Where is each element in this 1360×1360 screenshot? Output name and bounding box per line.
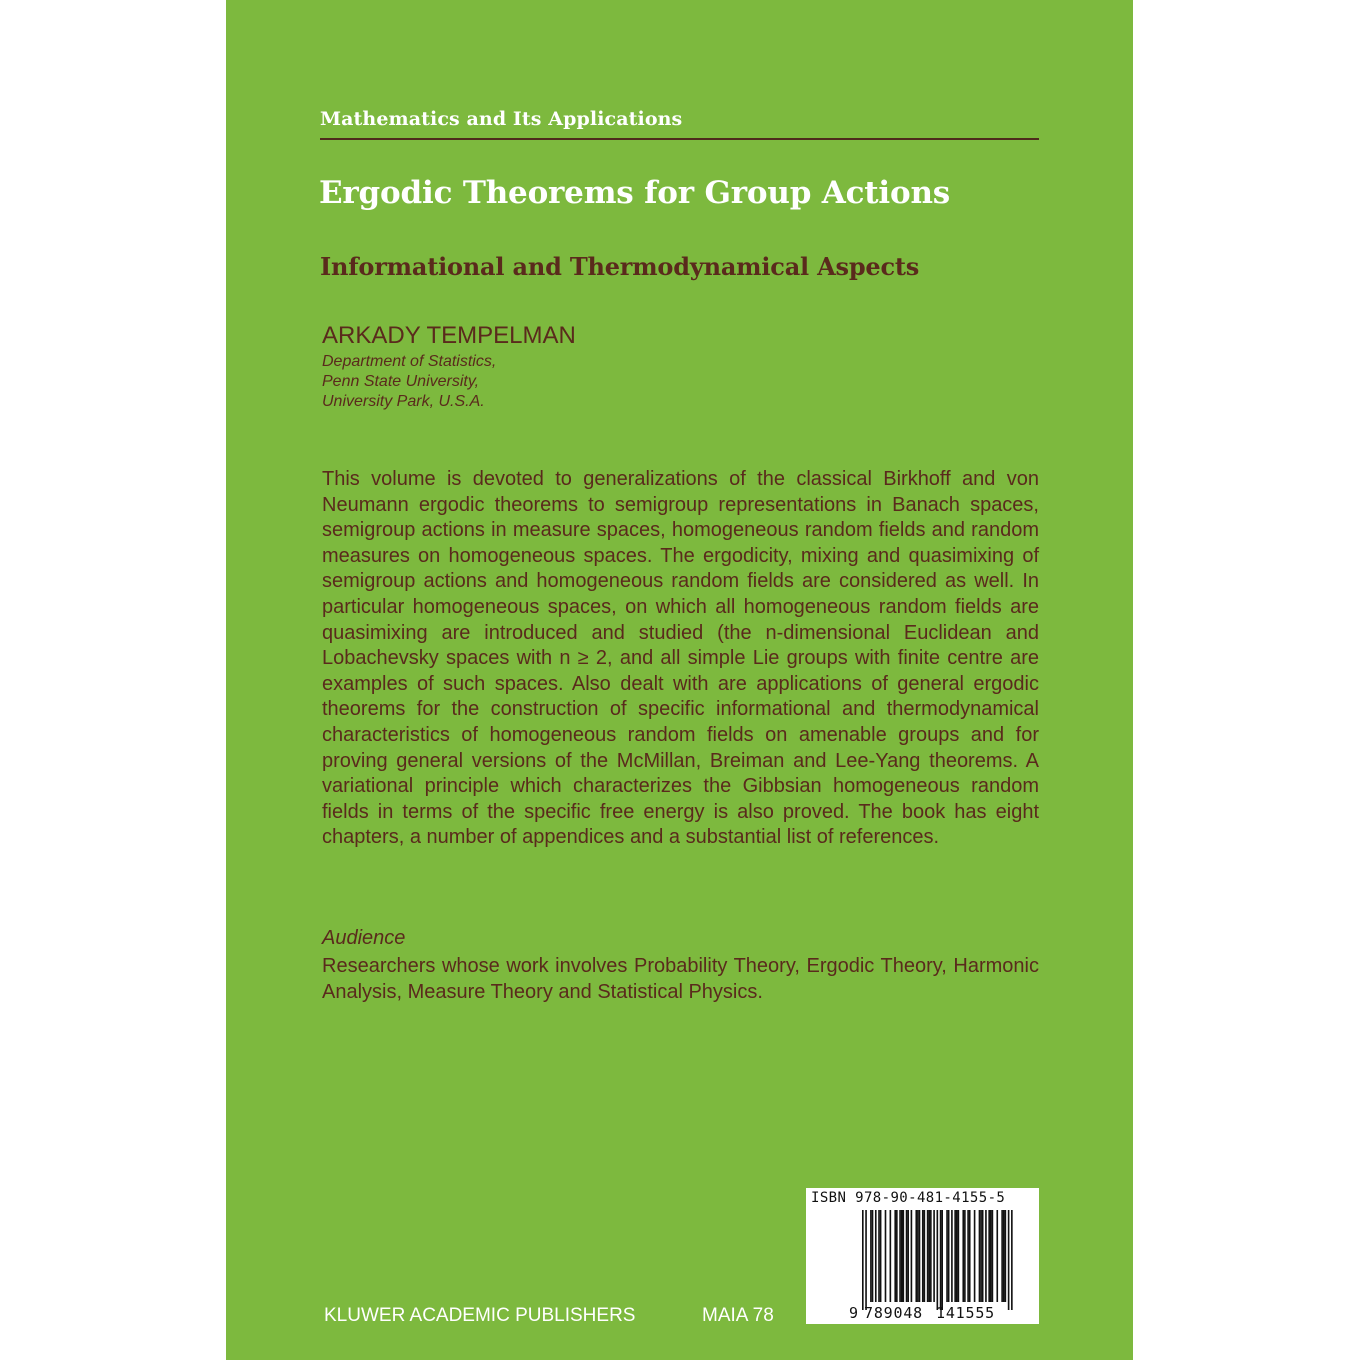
barcode-bar	[917, 1210, 919, 1302]
author-name: ARKADY TEMPELMAN	[322, 322, 576, 349]
affiliation-line: University Park, U.S.A.	[322, 393, 485, 410]
barcode-bar	[969, 1210, 971, 1302]
affiliation-line: Department of Statistics,	[322, 353, 497, 370]
barcode-bar	[958, 1210, 960, 1302]
ean-first-digit: 9	[849, 1304, 859, 1322]
book-description: This volume is devoted to generalizations of the classical Birkhoff and von Neumann ergodic theorems to semigroup representations in Banach spaces, semigroup actions in measure spaces, homogeneous random fields and random measures on homogeneous spaces. The ergodicity, mixing and quasimixing of semigroup actions and homogeneous random fields are considered as well. In particular homogeneous spaces, on which all homogeneous random fields are quasimixing are introduced and studied (the n-dimensional Euclidean and Lobachevsky spaces with n ≥ 2, and all simple Lie groups with finite centre are examples of such spaces. Also dealt with are applications of general ergodic theorems for the construction of specific informational and thermodynamical characteristics of homogeneous random fields on amenable groups and for proving general versions of the McMillan, Breiman and Lee-Yang theorems. A variational principle which characterizes the Gibbsian homogeneous random fields in terms of the specific free energy is also proved. The book has eight chapters, a number of appendices and a substantial list of references.	[322, 468, 1039, 849]
barcode-bar	[941, 1210, 943, 1310]
barcode-bar	[865, 1210, 867, 1310]
barcode-bar	[927, 1210, 929, 1302]
ean-right-digits: 141555	[936, 1304, 995, 1322]
barcode-bar	[862, 1210, 864, 1310]
barcode-bar	[890, 1210, 892, 1302]
barcode-bar	[1005, 1210, 1007, 1302]
barcode-bar	[956, 1210, 958, 1302]
publisher-name: KLUWER ACADEMIC PUBLISHERS	[324, 1305, 636, 1326]
barcode-bar	[985, 1210, 987, 1302]
barcode-bar	[979, 1210, 981, 1302]
barcode-bar	[967, 1210, 969, 1302]
barcode-bar	[911, 1210, 913, 1302]
barcode-bar	[1011, 1210, 1013, 1310]
barcode-bar	[899, 1210, 901, 1302]
barcode-bar	[906, 1210, 908, 1302]
barcode-bar	[1003, 1210, 1005, 1302]
barcode-bar	[933, 1210, 935, 1302]
barcode-bar	[992, 1210, 994, 1302]
barcode-bar	[870, 1210, 872, 1302]
series-code: MAIA 78	[702, 1305, 774, 1326]
barcode-bar	[919, 1210, 921, 1302]
barcode-bar	[988, 1210, 990, 1302]
divider-rule	[320, 138, 1039, 140]
barcode-bar	[872, 1210, 874, 1302]
barcode-bar	[974, 1210, 976, 1302]
barcode-bar	[928, 1210, 930, 1302]
barcode-bar	[937, 1210, 939, 1310]
barcode-bar	[885, 1210, 887, 1302]
barcode-bar	[1008, 1210, 1010, 1310]
barcode-bar	[907, 1210, 909, 1302]
affiliation-line: Penn State University,	[322, 373, 480, 390]
barcode-bar	[901, 1210, 903, 1302]
barcode-bar	[1001, 1210, 1003, 1302]
isbn-barcode-box	[806, 1188, 1039, 1324]
barcode-bar	[954, 1210, 956, 1302]
barcode-bar	[962, 1210, 964, 1302]
barcode-bar	[964, 1210, 966, 1302]
barcode-bar	[924, 1210, 926, 1302]
barcode-bar	[980, 1210, 982, 1302]
barcode-bar	[878, 1210, 880, 1302]
barcode-bar	[996, 1210, 998, 1302]
barcode-bar	[915, 1210, 917, 1302]
audience-heading: Audience	[322, 927, 406, 949]
barcode-bar	[990, 1210, 992, 1302]
author-affiliation	[322, 352, 496, 412]
barcode-bar	[875, 1210, 877, 1302]
ean-left-digits: 789048	[864, 1304, 923, 1322]
series-name: Mathematics and Its Applications	[320, 108, 683, 130]
book-title: Ergodic Theorems for Group Actions	[319, 175, 951, 211]
isbn-number: ISBN 978-90-481-4155-5	[811, 1190, 1006, 1206]
barcode-bar	[940, 1210, 942, 1310]
barcode-bar	[896, 1210, 898, 1302]
barcode-bar	[894, 1210, 896, 1302]
barcode-bar	[930, 1210, 932, 1302]
barcode-bar	[880, 1210, 882, 1302]
barcode-bar	[903, 1210, 905, 1302]
barcode-bar	[982, 1210, 984, 1302]
barcode-bar	[951, 1210, 953, 1302]
barcode-bar	[946, 1210, 948, 1302]
barcode-bar	[948, 1210, 950, 1302]
book-subtitle: Informational and Thermodynamical Aspects	[320, 252, 920, 281]
audience-description: Researchers whose work involves Probability Theory, Ergodic Theory, Harmonic Analysis, Measure Theory and Statistical Physics.	[322, 955, 1039, 1003]
barcode-bar	[922, 1210, 924, 1302]
